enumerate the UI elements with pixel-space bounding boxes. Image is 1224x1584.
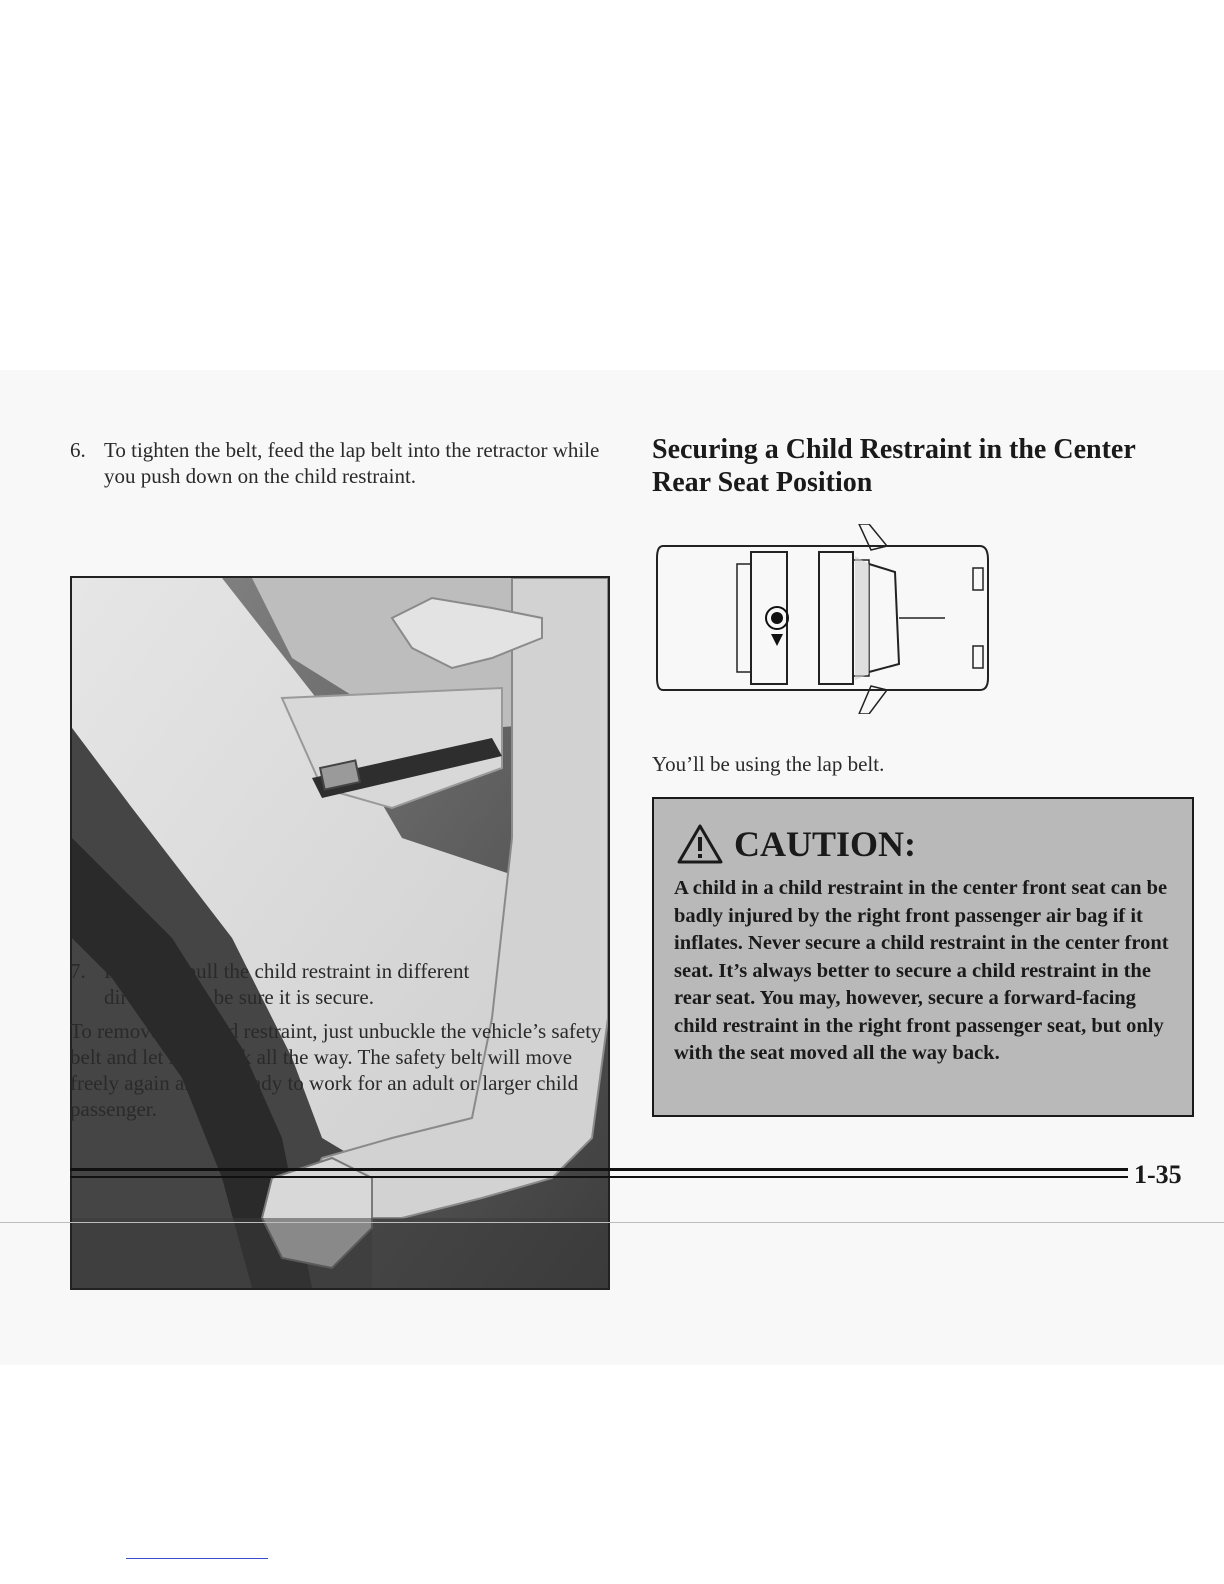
step-number: 6. bbox=[70, 438, 86, 462]
footer-rule-bottom bbox=[70, 1176, 1128, 1178]
caution-box bbox=[652, 797, 1194, 1117]
page-edge-line bbox=[0, 1222, 1224, 1223]
step-number: 7. bbox=[70, 959, 86, 983]
footer-rule-top bbox=[70, 1168, 1128, 1171]
child-restraint-photo bbox=[70, 576, 610, 1290]
page-number: 1-35 bbox=[1134, 1160, 1182, 1189]
caution-title: CAUTION: bbox=[734, 824, 917, 864]
step-7 bbox=[70, 958, 615, 1014]
warning-triangle-icon bbox=[676, 823, 724, 865]
vehicle-seating-diagram bbox=[655, 524, 1000, 714]
step-text: To tighten the belt, feed the lap belt into the retractor while you push down on the child restraint. bbox=[104, 438, 600, 488]
seat-belt-illustration bbox=[72, 578, 608, 1288]
section-heading: Securing a Child Restraint in the Center Rear Seat Position bbox=[652, 434, 1136, 498]
step-text: Push and pull the child restraint in different directions to be sure it is secure. bbox=[104, 959, 470, 1009]
manual-page bbox=[0, 370, 1224, 1365]
section-intro: You’ll be using the lap belt. bbox=[652, 752, 885, 776]
bottom-link-underline bbox=[126, 1558, 268, 1559]
step-6 bbox=[70, 437, 615, 493]
caution-text: A child in a child restraint in the center front seat can be badly injured by the right front passenger air bag if it inflates. Never secure a child restraint in the center front seat. It’s always better to secure a child restraint in the rear seat. You may, however, secure a forward-facing child restraint in the right front passenger seat, but only with the seat moved all the way back. bbox=[674, 877, 1169, 1064]
remove-restraint-paragraph: To remove the child restraint, just unbuckle the vehicle’s safety belt and let it go back all the way. The safety belt will move freely again and be ready to work for an adult or larger child passenger. bbox=[70, 1019, 602, 1121]
caution-heading bbox=[676, 821, 916, 867]
